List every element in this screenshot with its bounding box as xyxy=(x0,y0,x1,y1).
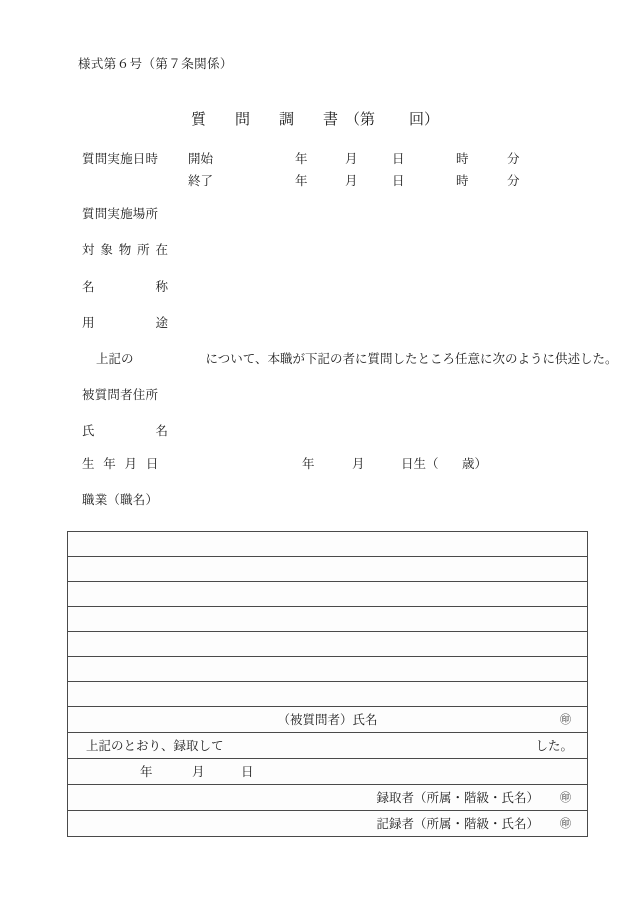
respondent-signature-label: （被質問者）氏名 xyxy=(277,712,378,727)
start-day-token: 日 xyxy=(392,151,405,166)
occupation-label: 職業（職名） xyxy=(82,492,159,507)
page-title xyxy=(0,108,630,129)
birth-month-token: 月 xyxy=(352,456,365,471)
object-name-label xyxy=(82,281,168,294)
table-row[interactable] xyxy=(68,632,587,657)
table-row[interactable] xyxy=(68,607,587,632)
statement-intro-sentence xyxy=(96,353,618,366)
statement-table xyxy=(67,531,588,837)
object-location-label xyxy=(82,244,168,257)
start-year-token: 年 xyxy=(295,151,308,166)
respondent-name-label xyxy=(82,425,168,438)
object-location-label-text: 対象物所在 xyxy=(82,242,168,257)
birth-year-token: 年 xyxy=(302,456,315,471)
record-year-token: 年 xyxy=(140,764,153,779)
form-number: 様式第６号（第７条関係） xyxy=(78,56,233,71)
title-paren-close: 回） xyxy=(409,110,440,128)
recorder-row[interactable] xyxy=(68,785,587,811)
table-row[interactable] xyxy=(68,682,587,707)
birth-day-token: 日生（ xyxy=(401,456,439,471)
statement-lead-text: 上記の xyxy=(96,351,134,366)
table-row[interactable] xyxy=(68,557,587,582)
table-row[interactable] xyxy=(68,657,587,682)
seal-icon: ㊞ xyxy=(560,713,571,726)
respondent-signature-row[interactable] xyxy=(68,707,587,733)
start-month-token: 月 xyxy=(345,151,358,166)
record-date-row[interactable] xyxy=(68,759,587,785)
birth-age-token: 歳） xyxy=(462,456,488,471)
object-use-label xyxy=(82,317,168,330)
end-label: 終了 xyxy=(188,173,214,188)
interview-place-label: 質問実施場所 xyxy=(82,206,159,221)
writer-row[interactable] xyxy=(68,811,587,837)
statement-body-text: について、本職が下記の者に質問したところ任意に次のように供述した。 xyxy=(205,351,618,366)
table-row[interactable] xyxy=(68,582,587,607)
table-row[interactable] xyxy=(68,532,587,557)
object-use-label-text: 用途 xyxy=(82,315,168,330)
start-hour-token: 時 xyxy=(456,151,469,166)
title-main-text: 質 問 調 書 xyxy=(190,110,345,128)
record-statement-prefix: 上記のとおり、録取して xyxy=(86,738,224,753)
end-day-token: 日 xyxy=(392,173,405,188)
end-year-token: 年 xyxy=(295,173,308,188)
end-hour-token: 時 xyxy=(456,173,469,188)
seal-icon: ㊞ xyxy=(560,817,571,830)
record-statement-suffix: した。 xyxy=(535,738,573,753)
respondent-address-label: 被質問者住所 xyxy=(82,387,159,402)
interview-datetime-label: 質問実施日時 xyxy=(82,151,159,166)
end-minute-token: 分 xyxy=(507,173,520,188)
recorder-label: 録取者（所属・階級・氏名） xyxy=(376,790,539,805)
record-month-token: 月 xyxy=(192,764,205,779)
title-paren-open: （第 xyxy=(344,110,375,128)
birthdate-label: 生 年 月 日 xyxy=(82,456,161,471)
respondent-name-label-text: 氏名 xyxy=(82,423,168,438)
start-minute-token: 分 xyxy=(507,151,520,166)
end-month-token: 月 xyxy=(345,173,358,188)
writer-label: 記録者（所属・階級・氏名） xyxy=(376,816,539,831)
seal-icon: ㊞ xyxy=(560,791,571,804)
record-day-token: 日 xyxy=(241,764,254,779)
start-label: 開始 xyxy=(188,151,214,166)
object-name-label-text: 名称 xyxy=(82,279,168,294)
record-statement-row[interactable] xyxy=(68,733,587,759)
